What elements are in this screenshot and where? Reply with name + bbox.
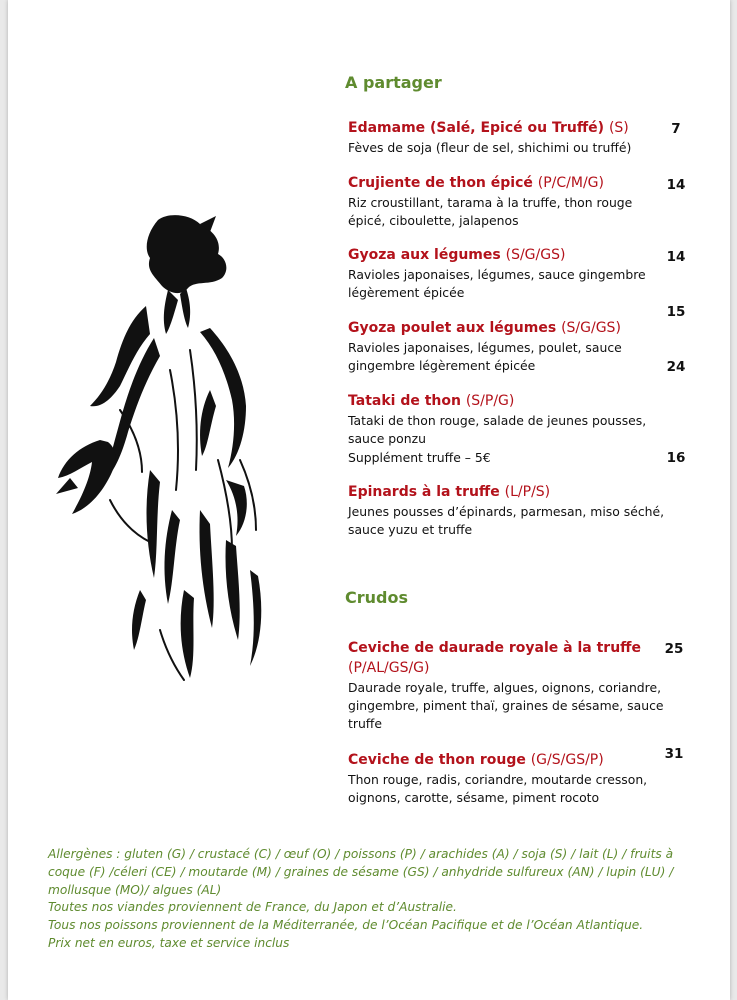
item-allergen-code: (S/G/GS) xyxy=(505,247,566,263)
section-title-crudos: Crudos xyxy=(345,588,408,607)
price: 16 xyxy=(666,450,686,466)
item-description: Riz croustillant, tarama à la truffe, thon rouge épicé, ciboulette, jalapenos xyxy=(348,195,633,228)
item-name xyxy=(348,173,668,193)
item-allergen-code: (P/AL/GS/G) xyxy=(348,660,430,676)
price-note: Prix net en euros, taxe et service inclus xyxy=(48,935,290,950)
footer-notes xyxy=(48,846,708,953)
item-supplement: Supplément truffe – 5€ xyxy=(348,450,491,465)
item-title: Epinards à la truffe xyxy=(348,484,500,500)
item-allergen-code: (S/P/G) xyxy=(465,393,515,409)
menu-item-epinards xyxy=(348,482,668,539)
item-title: Crujiente de thon épicé xyxy=(348,175,533,191)
item-description: Ravioles japonaises, légumes, sauce gingembre légèrement épicée xyxy=(348,267,646,300)
price: 14 xyxy=(666,177,686,193)
meat-origin-note: Toutes nos viandes proviennent de France, du Japon et d’Australie. xyxy=(48,900,457,915)
menu-item-ceviche-daurade xyxy=(348,638,668,733)
item-name xyxy=(348,750,668,770)
item-name xyxy=(348,391,668,411)
allergen-legend: Allergènes : gluten (G) / crustacé (C) / œuf (O) / poissons (P) / arachides (A) / soja (S) / lait (L) / fruits à coque (F) /céleri (CE) / moutarde (M) / graines de sésame (GS) / anhydride sulfureux (AN) / lupin (LU) / mollusque (MO)/ algues (AL) xyxy=(48,847,674,897)
item-title: Ceviche de daurade royale à la truffe xyxy=(348,640,642,656)
item-title: Tataki de thon xyxy=(348,393,461,409)
menu-item-gyoza-legumes xyxy=(348,245,668,302)
item-description: Ravioles japonaises, légumes, poulet, sauce gingembre légèrement épicée xyxy=(348,340,622,373)
price: 7 xyxy=(671,121,681,137)
item-name xyxy=(348,318,668,338)
item-description: Fèves de soja (fleur de sel, shichimi ou truffé) xyxy=(348,140,632,155)
item-allergen-code: (S) xyxy=(608,120,629,136)
item-title: Edamame (Salé, Epicé ou Truffé) xyxy=(348,120,605,136)
ink-figure-illustration xyxy=(50,210,300,700)
item-description: Daurade royale, truffe, algues, oignons, coriandre, gingembre, piment thaï, graines de sésame, sauce truffe xyxy=(348,680,664,731)
item-name xyxy=(348,245,668,265)
price: 25 xyxy=(664,641,684,657)
menu-item-gyoza-poulet xyxy=(348,318,668,375)
menu-item-crujiente xyxy=(348,173,668,230)
fish-origin-note: Tous nos poissons proviennent de la Méditerranée, de l’Océan Pacifique et de l’Océan Atlantique. xyxy=(48,918,644,933)
item-title: Gyoza poulet aux légumes xyxy=(348,320,557,336)
item-name xyxy=(348,118,668,138)
item-allergen-code: (P/C/M/G) xyxy=(537,175,604,191)
item-name xyxy=(348,482,668,502)
item-title: Gyoza aux légumes xyxy=(348,247,501,263)
price: 31 xyxy=(664,746,684,762)
price: 24 xyxy=(666,359,686,375)
menu-item-edamame xyxy=(348,118,668,157)
item-allergen-code: (L/P/S) xyxy=(504,484,551,500)
section-title-a-partager: A partager xyxy=(345,73,442,92)
item-description: Jeunes pousses d’épinards, parmesan, miso séché, sauce yuzu et truffe xyxy=(348,504,665,537)
item-description: Thon rouge, radis, coriandre, moutarde cresson, oignons, carotte, sésame, piment rocoto xyxy=(348,772,648,805)
menu-page xyxy=(8,0,730,1000)
item-name xyxy=(348,638,668,678)
menu-item-ceviche-thon xyxy=(348,750,668,807)
price: 15 xyxy=(666,304,686,320)
item-description: Tataki de thon rouge, salade de jeunes pousses, sauce ponzu xyxy=(348,413,647,446)
price: 14 xyxy=(666,249,686,265)
item-allergen-code: (G/S/GS/P) xyxy=(530,752,604,768)
menu-item-tataki xyxy=(348,391,668,467)
item-allergen-code: (S/G/GS) xyxy=(561,320,621,336)
item-title: Ceviche de thon rouge xyxy=(348,752,526,768)
